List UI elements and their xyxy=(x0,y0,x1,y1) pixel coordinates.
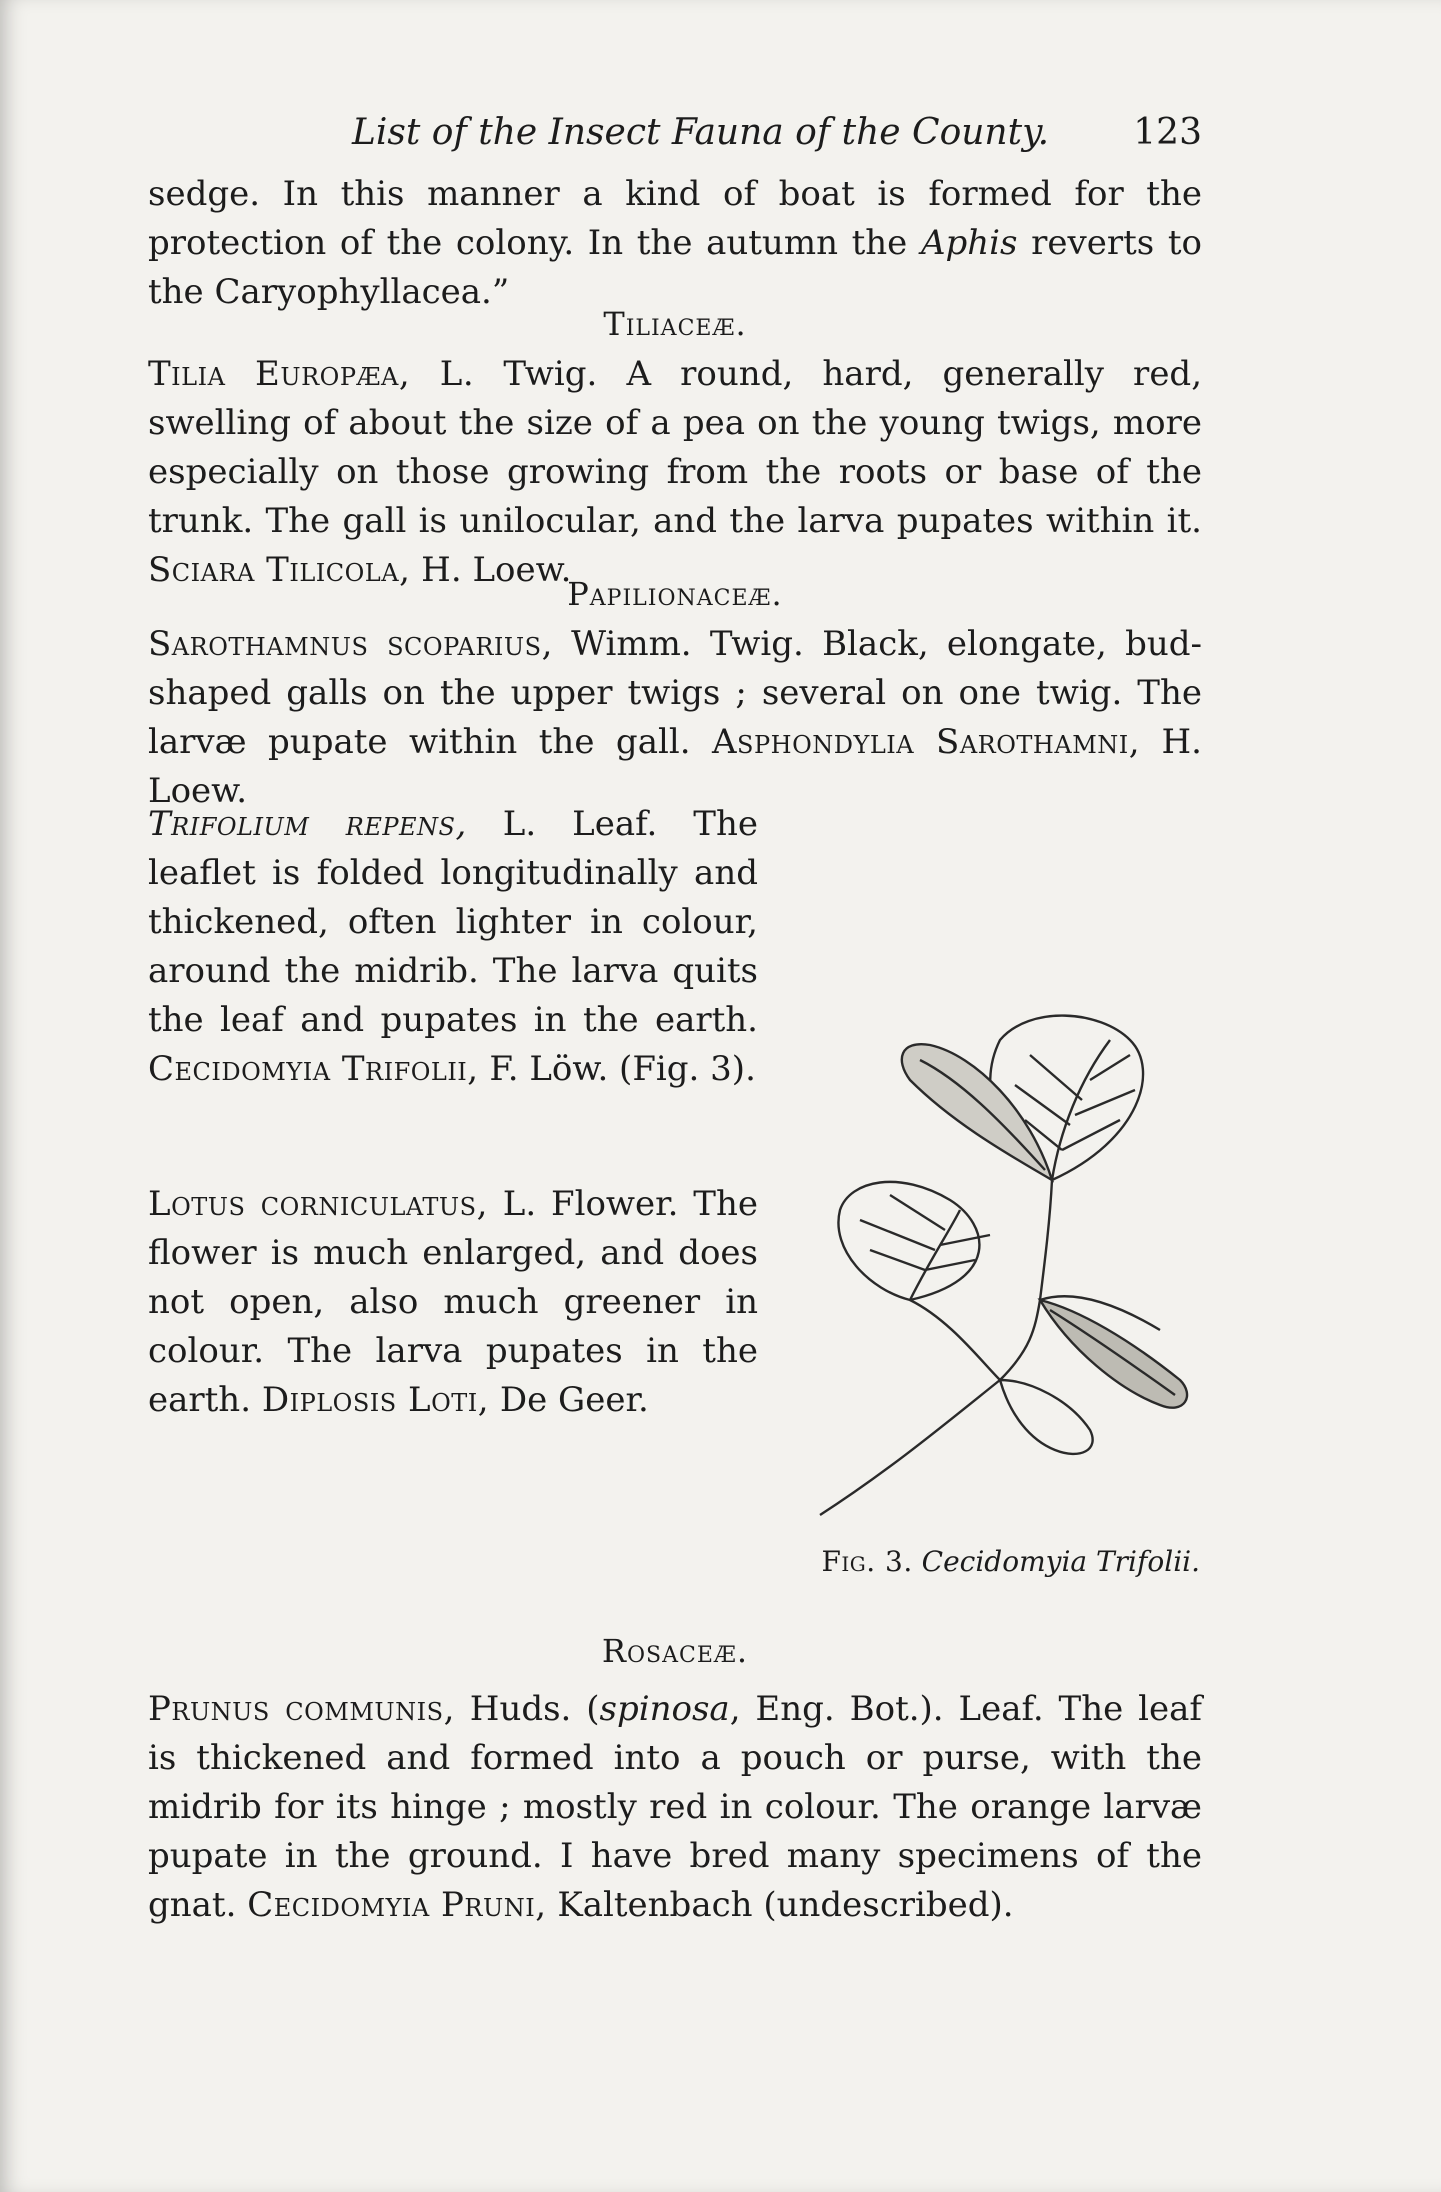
plant-name: Tilia Europæa, L. xyxy=(148,354,475,394)
section-heading-papilionaceae: Papilionaceæ. xyxy=(567,575,783,613)
section-heading-rosaceae: Rosaceæ. xyxy=(601,1632,749,1670)
entry-trifolium: Trifolium repens, L. Leaf. The leaflet is folded longitudinally and thickened, often lighter in colour, around the midrib. The larva quits the leaf and pupates in the earth. Cecidomyia Trifolii, F. Löw. (Fig. 3). xyxy=(148,804,758,1089)
plant-name: Trifolium repens, xyxy=(148,804,467,844)
intro-paragraph: sedge. In this manner a kind of boat is formed for the protection of the colony. In the autumn the Aphis reverts to the Caryophyllacea.” xyxy=(148,174,1202,312)
stem-left xyxy=(910,1300,1000,1380)
gall-leaflet-right xyxy=(1040,1300,1187,1408)
entry-prunus: Prunus communis, Huds. (spinosa, Eng. Bot.). Leaf. The leaf is thickened and formed into a pouch or purse, with the midrib for its hinge ; mostly red in colour. The orange larvæ pupate in the ground. I have bred many specimens of the gnat. Cecidomyia Pruni, Kaltenbach (undescribed). xyxy=(148,1689,1203,1925)
gall-leaflet-folded xyxy=(902,1044,1052,1180)
running-header xyxy=(352,112,1202,162)
insect-name: Cecidomyia Trifolii, xyxy=(148,1049,479,1089)
stem-upper xyxy=(1040,1180,1052,1300)
section-heading-tiliaceae: Tiliaceæ. xyxy=(603,305,747,343)
entry-tilia: Tilia Europæa, L. Twig. A round, hard, generally red, swelling of about the size of a pea on the young twigs, more especially on those growing from the roots or base of the trunk. The gall is unilocular, and the larva pupates within it. Sciara Tilicola, H. Loew. xyxy=(148,354,1203,590)
insect-name: Sciara Tilicola, xyxy=(148,550,411,590)
figure-caption: Fig. 3. Cecidomyia Trifolii. xyxy=(821,1545,1200,1578)
page-number: 123 xyxy=(1133,112,1202,153)
plant-name: Lotus corniculatus, xyxy=(148,1184,488,1224)
plant-name: Sarothamnus scoparius, xyxy=(148,624,553,664)
insect-name: Diplosis Loti, xyxy=(261,1380,490,1420)
clover-leaf-illustration xyxy=(800,1000,1200,1520)
insect-name: Cecidomyia Pruni, xyxy=(247,1885,547,1925)
stem-main xyxy=(820,1300,1040,1515)
entry-lotus: Lotus corniculatus, L. Flower. The flower is much enlarged, and does not open, also much greener in colour. The larva pupates in the earth. Diplosis Loti, De Geer. xyxy=(148,1184,758,1420)
plant-name: Prunus communis, xyxy=(148,1689,455,1729)
leaflet-lower xyxy=(1000,1380,1093,1454)
insect-name: Asphondylia Sarothamni, xyxy=(712,722,1141,762)
running-title: List of the Insect Fauna of the County. xyxy=(352,112,1050,153)
entry-sarothamnus: Sarothamnus scoparius, Wimm. Twig. Black, elongate, bud-shaped galls on the upper twigs ; several on one twig. The larvæ pupate within the gall. Asphondylia Sarothamni, H. Loew. xyxy=(148,624,1202,811)
